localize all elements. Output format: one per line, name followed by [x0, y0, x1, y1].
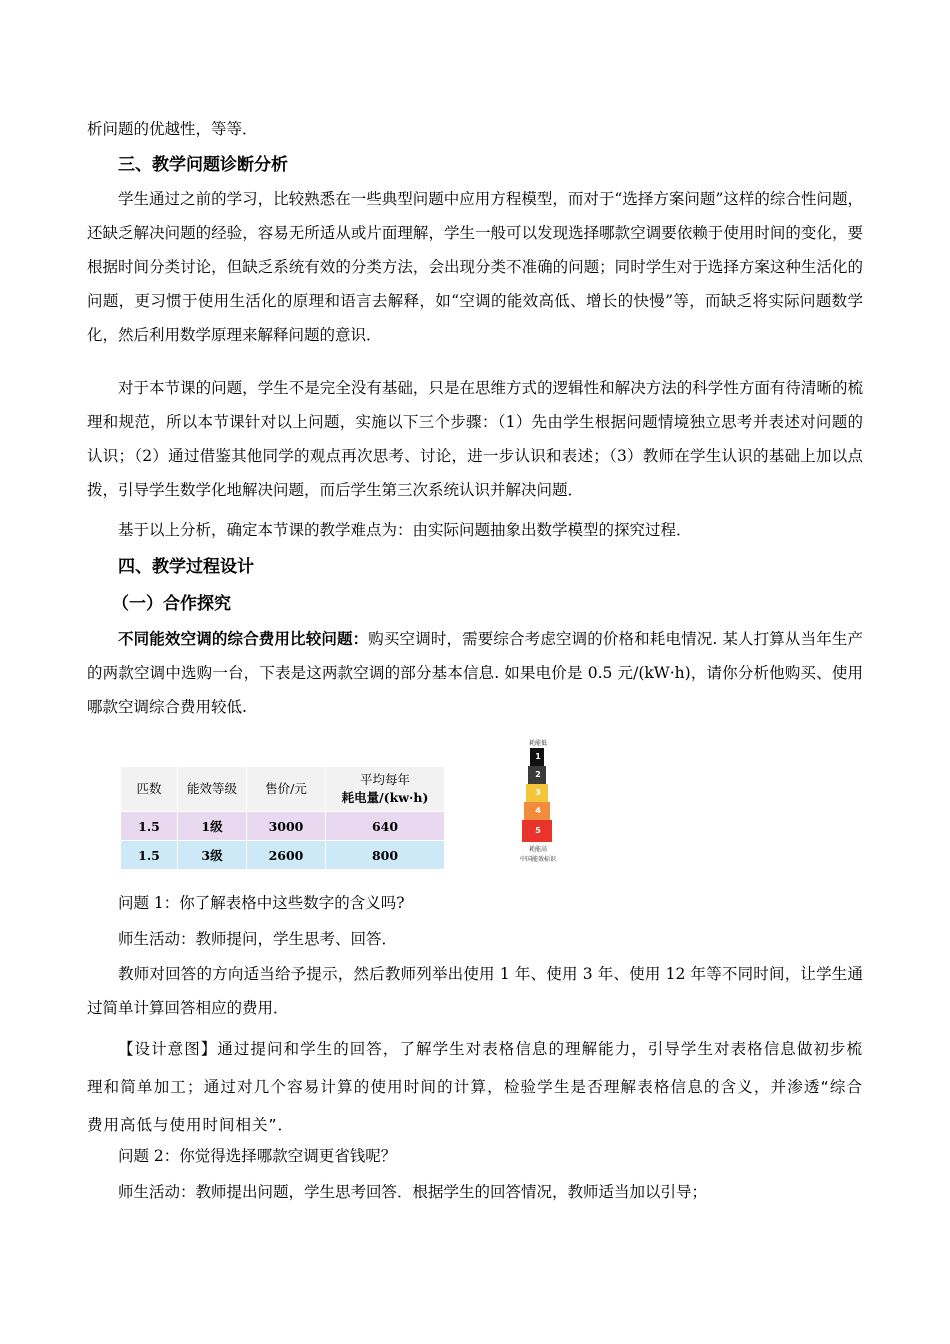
air-conditioner-table — [120, 766, 445, 870]
tier-3-label: 3 — [535, 788, 541, 797]
table-row: 1.5 3级 2600 800 — [121, 841, 445, 870]
paragraph-diagnosis: 学生通过之前的学习，比较熟悉在一些典型问题中应用方程模型，而对于“选择方案问题”这样的综合性问题，还缺乏解决问题的经验，容易无所适从或片面理解，学生一般可以发现选择哪款空调要依赖于使用时间的变化，要根据时间分类讨论，但缺乏系统有效的分类方法，会出现分类不准确的问题；同时学生对于选择方案这种生活化的问题，更习惯于使用生活化的原理和语言去解释，如“空调的能效高低、增长的快慢”等，而缺乏将实际问题数学化，然后利用数学原理来解释问题的意识． — [87, 190, 863, 344]
header-price: 售价/元 — [247, 767, 326, 812]
label-low-consumption: 耗能低 — [528, 740, 547, 747]
header-pishu: 匹数 — [121, 767, 178, 812]
subsection-heading: （一）合作探究 — [112, 594, 231, 614]
tier-1-label: 1 — [535, 752, 541, 761]
section-heading-4: 四、教学过程设计 — [118, 557, 254, 577]
paragraph-continued: 析问题的优越性，等等． — [87, 120, 258, 138]
paragraph-steps: 对于本节课的问题，学生不是完全没有基础，只是在思维方式的逻辑性和解决方法的科学性方面有待清晰的梳理和规范，所以本节课针对以上问题，实施以下三个步骤：（1）先由学生根据问题情境独立思考并表述对问题的认识；（2）通过借鉴其他同学的观点再次思考、讨论，进一步认识和表述；（3）教师在学生认识的基础上加以点拨，引导学生数学化地解决问题，而后学生第三次系统认识并解决问题． — [87, 379, 863, 499]
header-consumption: 平均每年 耗电量/(kw·h) — [326, 767, 445, 812]
energy-efficiency-label — [510, 738, 566, 868]
table-row: 1.5 1级 3000 640 — [121, 812, 445, 841]
question-2-activity: 师生活动：教师提出问题，学生思考回答．根据学生的回答情况，教师适当加以引导； — [118, 1183, 708, 1201]
label-caption: 中国能效标识 — [519, 856, 556, 863]
problem-body: 购买空调时，需要综合考虑空调的价格和耗电情况. 某人打算从当年生产的两款空调中选购一台，下表是这两款空调的部分基本信息. 如果电价是 0.5 元/(kW·h)，请你分析他购买、使用哪款空调综合费用较低. — [87, 630, 863, 716]
table-header-row — [121, 767, 445, 812]
paragraph-difficulty: 基于以上分析，确定本节课的教学难点为：由实际问题抽象出数学模型的探究过程． — [118, 521, 692, 539]
header-energy-grade: 能效等级 — [178, 767, 247, 812]
design-intent: 【设计意图】通过提问和学生的回答，了解学生对表格信息的理解能力，引导学生对表格信息做初步梳理和简单加工；通过对几个容易计算的使用时间的计算，检验学生是否理解表格信息的含义，并渗透“综合费用高低与使用时间相关”． — [87, 1040, 863, 1134]
problem-title: 不同能效空调的综合费用比较问题： — [118, 630, 369, 648]
problem-statement — [87, 622, 863, 724]
section-heading-3: 三、教学问题诊断分析 — [118, 155, 288, 175]
label-high-consumption: 耗能高 — [528, 846, 547, 853]
question-1: 问题 1：你了解表格中这些数字的含义吗? — [118, 894, 405, 912]
question-2: 问题 2：你觉得选择哪款空调更省钱呢？ — [118, 1147, 397, 1165]
question-1-detail: 教师对回答的方向适当给予提示，然后教师列举出使用 1 年、使用 3 年、使用 12 年等不同时间，让学生通过简单计算回答相应的费用． — [87, 965, 863, 1017]
tier-4-label: 4 — [535, 806, 541, 815]
tier-2-label: 2 — [535, 770, 541, 779]
tier-5-label: 5 — [535, 826, 541, 835]
question-1-activity: 师生活动：教师提问，学生思考、回答． — [118, 930, 398, 948]
